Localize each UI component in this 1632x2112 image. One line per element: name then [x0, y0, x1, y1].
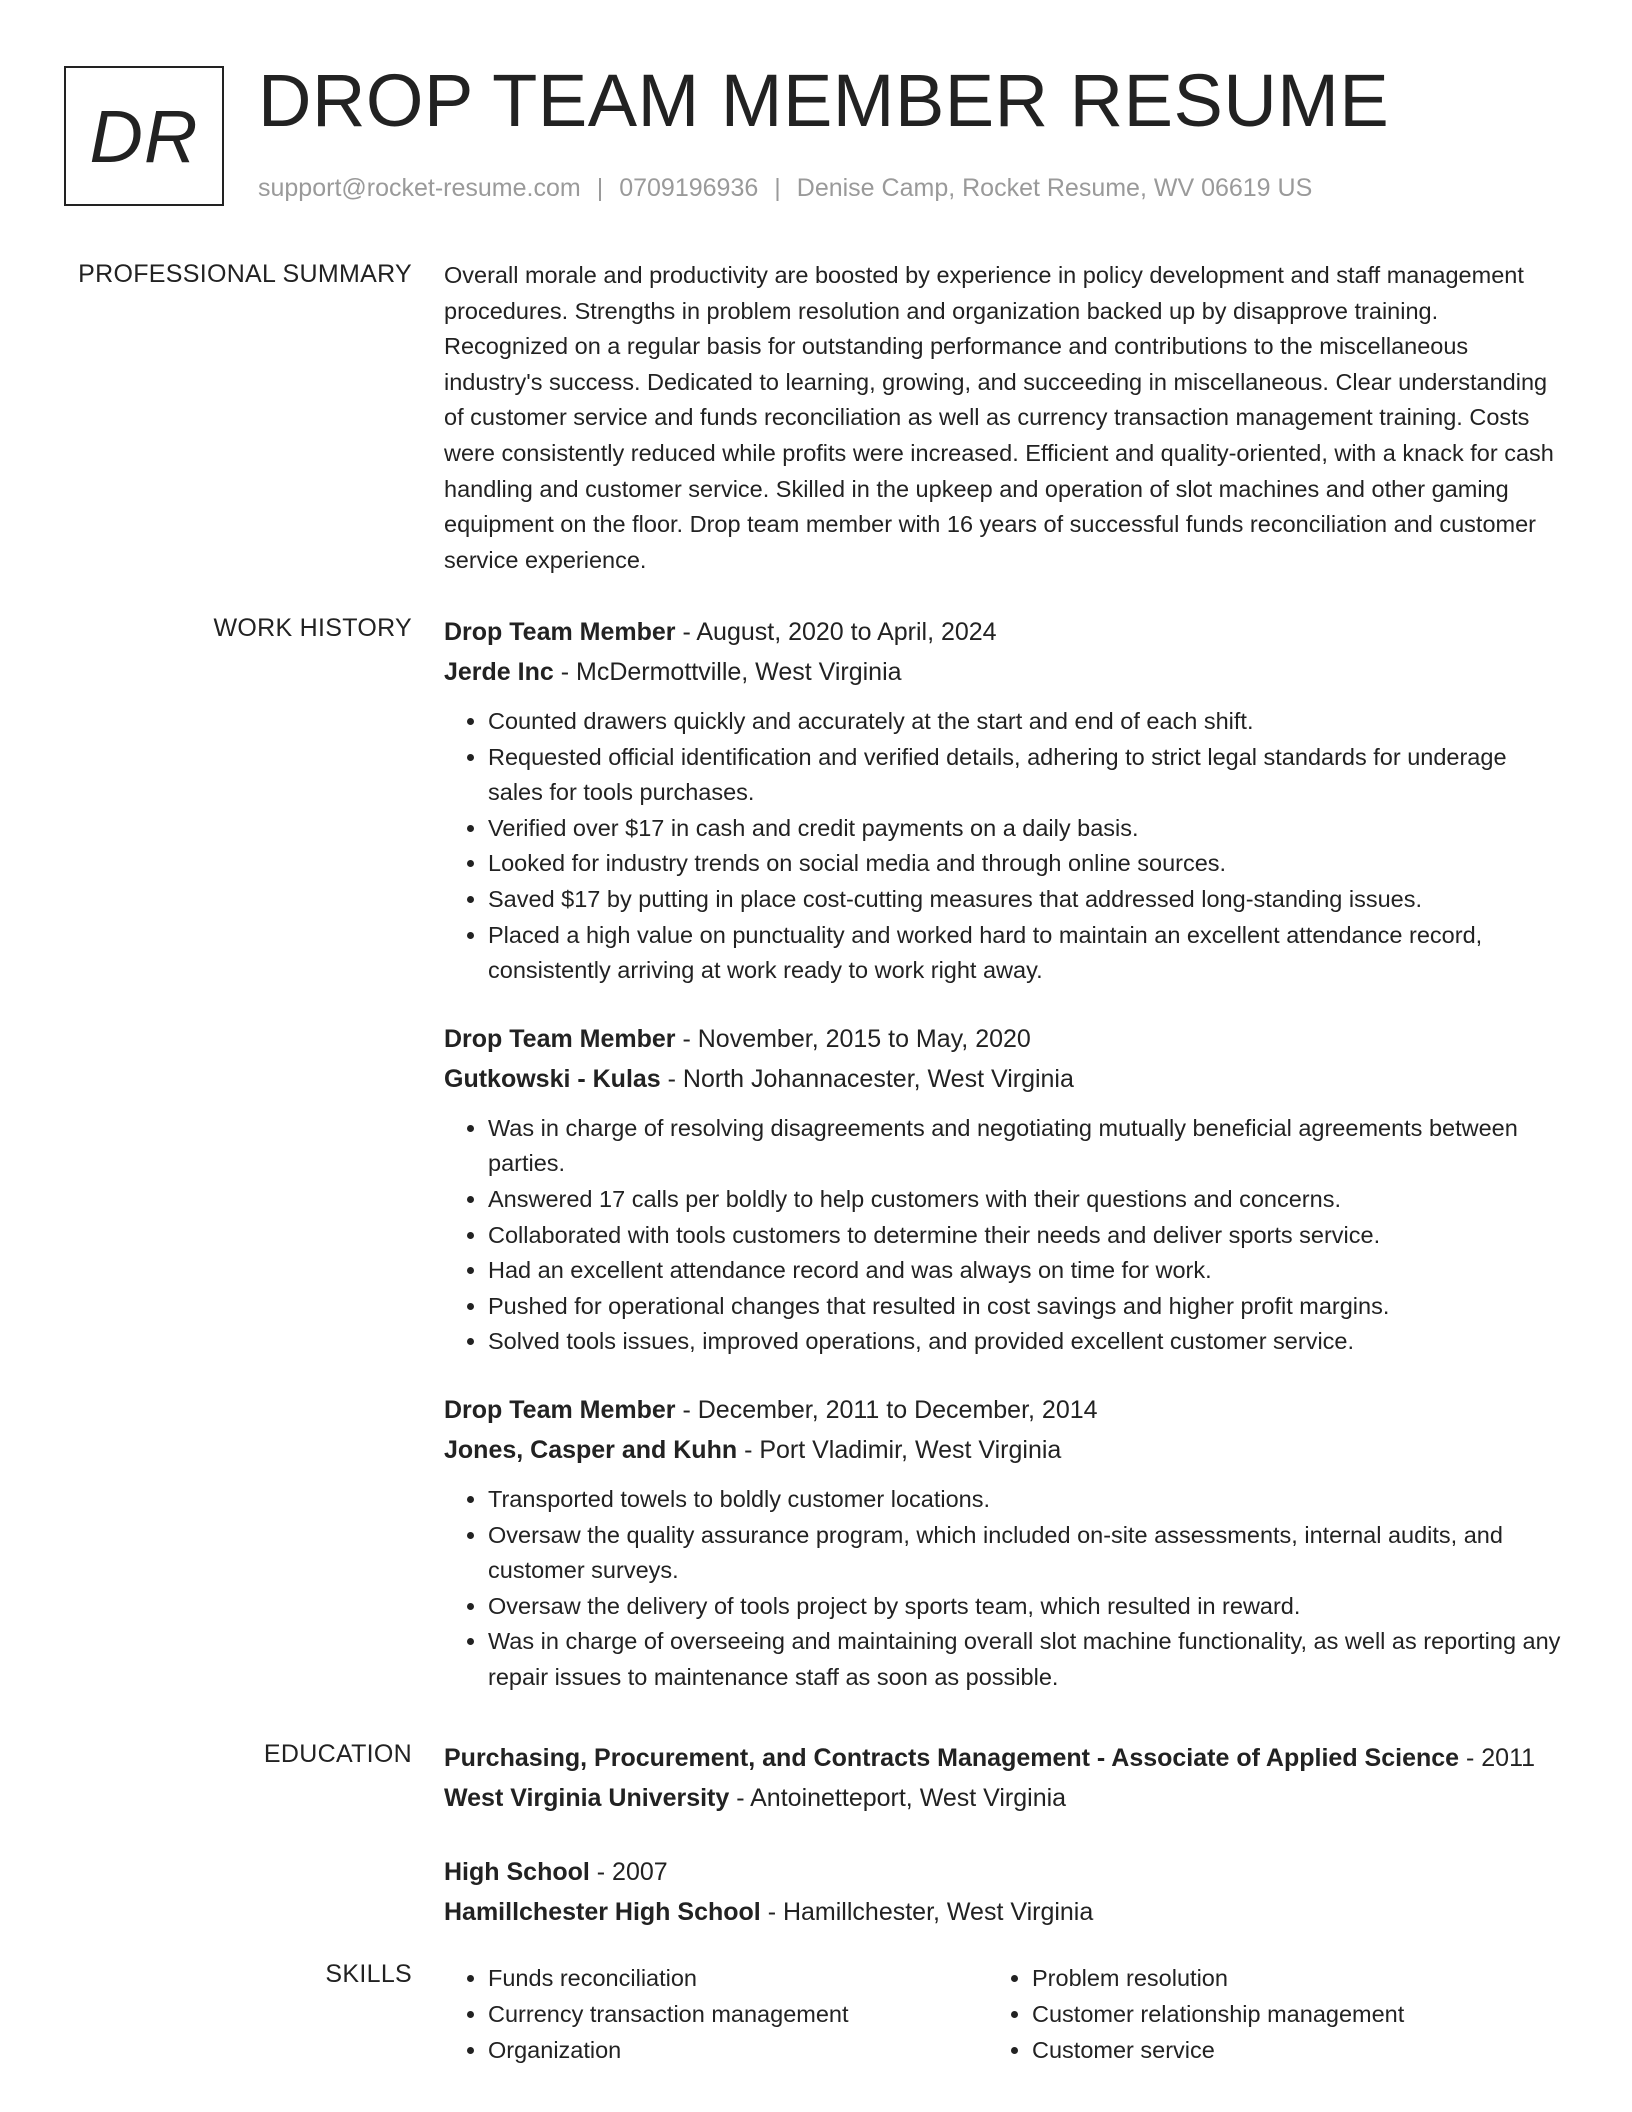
- skill-item: • Funds reconciliation: [488, 1960, 988, 1996]
- job-company-line: [444, 1430, 1564, 1470]
- education-body: [444, 1738, 1564, 1966]
- education-location: - Hamillchester, West Virginia: [760, 1898, 1094, 1926]
- job-company-line: [444, 1059, 1564, 1099]
- summary-text: Overall morale and productivity are boosted by experience in policy development and staff management procedures. Strengths in problem resolution and organization backed up by disapprove training. Recognized on a regular basis for outstanding performance and contributions to the miscellaneous industry's success. Dedicated to learning, growing, and succeeding in miscellaneous. Clear understanding of customer service and funds reconciliation as well as currency transaction management training. Costs were consistently reduced while profits were increased. Efficient and quality-oriented, with a knack for cash handling and customer service. Skilled in the upkeep and operation of slot machines and other gaming equipment on the floor. Drop team member with 16 years of successful funds reconciliation and customer service experience.: [444, 262, 1554, 573]
- skill-item: • Customer relationship management: [1032, 1996, 1532, 2032]
- job-entry: [444, 1390, 1564, 1696]
- education-entry: [444, 1738, 1564, 1818]
- education-location: - Antoinetteport, West Virginia: [729, 1784, 1067, 1812]
- education-degree: Purchasing, Procurement, and Contracts Management - Associate of Applied Science: [444, 1744, 1460, 1772]
- job-company-line: [444, 652, 1564, 692]
- contact-address: Denise Camp, Rocket Resume, WV 06619 US: [796, 174, 1313, 202]
- job-location: - Port Vladimir, West Virginia: [737, 1435, 1062, 1464]
- job-bullets: [444, 1482, 1564, 1696]
- job-title-line: [444, 612, 1564, 652]
- job-bullets: [444, 704, 1564, 989]
- summary-body: [444, 258, 1564, 578]
- job-bullet: • Looked for industry trends on social media and through online sources.: [488, 846, 1564, 882]
- skill-item: • Customer service: [1032, 2032, 1532, 2068]
- job-bullet: • Requested official identification and verified details, adhering to strict legal standards for underage sales for tools purchases.: [488, 740, 1564, 811]
- education-school-line: [444, 1892, 1564, 1932]
- education-entry: [444, 1852, 1564, 1932]
- job-bullet: • Was in charge of resolving disagreements and negotiating mutually beneficial agreements between parties.: [488, 1111, 1564, 1182]
- contact-phone[interactable]: 0709196936: [619, 174, 759, 202]
- job-location: - McDermottville, West Virginia: [553, 658, 902, 686]
- education-school: West Virginia University: [444, 1784, 730, 1812]
- job-location: - North Johannacester, West Virginia: [660, 1064, 1074, 1093]
- skills-body: [444, 1960, 1564, 2068]
- job-entry: [444, 1019, 1564, 1360]
- job-bullet: • Transported towels to boldly customer locations.: [488, 1482, 1564, 1518]
- skills-column-left: [444, 1960, 988, 2068]
- contact-email[interactable]: support@rocket-resume.com: [258, 174, 581, 202]
- resume-title: DROP TEAM MEMBER RESUME: [258, 59, 1390, 142]
- skills-column-right: [988, 1960, 1532, 2068]
- education-degree-line: [444, 1738, 1564, 1778]
- job-entry: [444, 612, 1564, 989]
- education-school-line: [444, 1778, 1564, 1818]
- contact-line: [258, 174, 1312, 203]
- education-year: - 2007: [589, 1858, 668, 1886]
- education-degree: High School: [444, 1858, 590, 1886]
- job-bullets: [444, 1111, 1564, 1360]
- job-company: Gutkowski - Kulas: [444, 1064, 661, 1093]
- skill-item: • Organization: [488, 2032, 988, 2068]
- job-bullet: • Collaborated with tools customers to determine their needs and deliver sports service.: [488, 1218, 1564, 1254]
- job-bullet: • Pushed for operational changes that resulted in cost savings and higher profit margins.: [488, 1289, 1564, 1325]
- job-company: Jones, Casper and Kuhn: [444, 1435, 738, 1464]
- education-school: Hamillchester High School: [444, 1898, 761, 1926]
- skills-grid: [444, 1960, 1564, 2068]
- section-label-summary: PROFESSIONAL SUMMARY: [78, 260, 412, 288]
- contact-separator: |: [774, 174, 781, 202]
- job-bullet: • Answered 17 calls per boldly to help customers with their questions and concerns.: [488, 1182, 1564, 1218]
- job-bullet: • Oversaw the quality assurance program, which included on-site assessments, internal audits, and customer surveys.: [488, 1518, 1564, 1589]
- education-year: - 2011: [1459, 1744, 1536, 1772]
- work-history-body: [444, 612, 1564, 1725]
- job-company: Jerde Inc: [444, 658, 554, 686]
- job-bullet: • Oversaw the delivery of tools project by sports team, which resulted in reward.: [488, 1589, 1564, 1625]
- monogram-badge: DR: [64, 66, 224, 206]
- section-label-work-history: WORK HISTORY: [213, 614, 412, 642]
- job-dates: - November, 2015 to May, 2020: [675, 1024, 1031, 1053]
- skill-item: • Problem resolution: [1032, 1960, 1532, 1996]
- job-dates: - August, 2020 to April, 2024: [675, 618, 997, 646]
- contact-separator: |: [596, 174, 604, 202]
- job-bullet: • Was in charge of overseeing and maintaining overall slot machine functionality, as well as reporting any repair issues to maintenance staff as soon as possible.: [488, 1624, 1564, 1695]
- skill-item: • Currency transaction management: [488, 1996, 988, 2032]
- job-title: Drop Team Member: [444, 618, 676, 646]
- job-bullet: • Saved $17 by putting in place cost-cutting measures that addressed long-standing issues.: [488, 882, 1564, 918]
- job-bullet: • Placed a high value on punctuality and worked hard to maintain an excellent attendance record, consistently arriving at work ready to work right away.: [488, 918, 1564, 989]
- job-bullet: • Counted drawers quickly and accurately at the start and end of each shift.: [488, 704, 1564, 740]
- job-bullet: • Verified over $17 in cash and credit payments on a daily basis.: [488, 811, 1564, 847]
- job-title: Drop Team Member: [444, 1395, 676, 1424]
- section-label-education: EDUCATION: [263, 1740, 412, 1768]
- job-title: Drop Team Member: [444, 1024, 676, 1053]
- job-title-line: [444, 1019, 1564, 1059]
- education-degree-line: [444, 1852, 1564, 1892]
- job-bullet: • Solved tools issues, improved operations, and provided excellent customer service.: [488, 1324, 1564, 1360]
- job-title-line: [444, 1390, 1564, 1430]
- job-dates: - December, 2011 to December, 2014: [675, 1395, 1098, 1424]
- job-bullet: • Had an excellent attendance record and was always on time for work.: [488, 1253, 1564, 1289]
- section-label-skills: SKILLS: [325, 1960, 412, 1988]
